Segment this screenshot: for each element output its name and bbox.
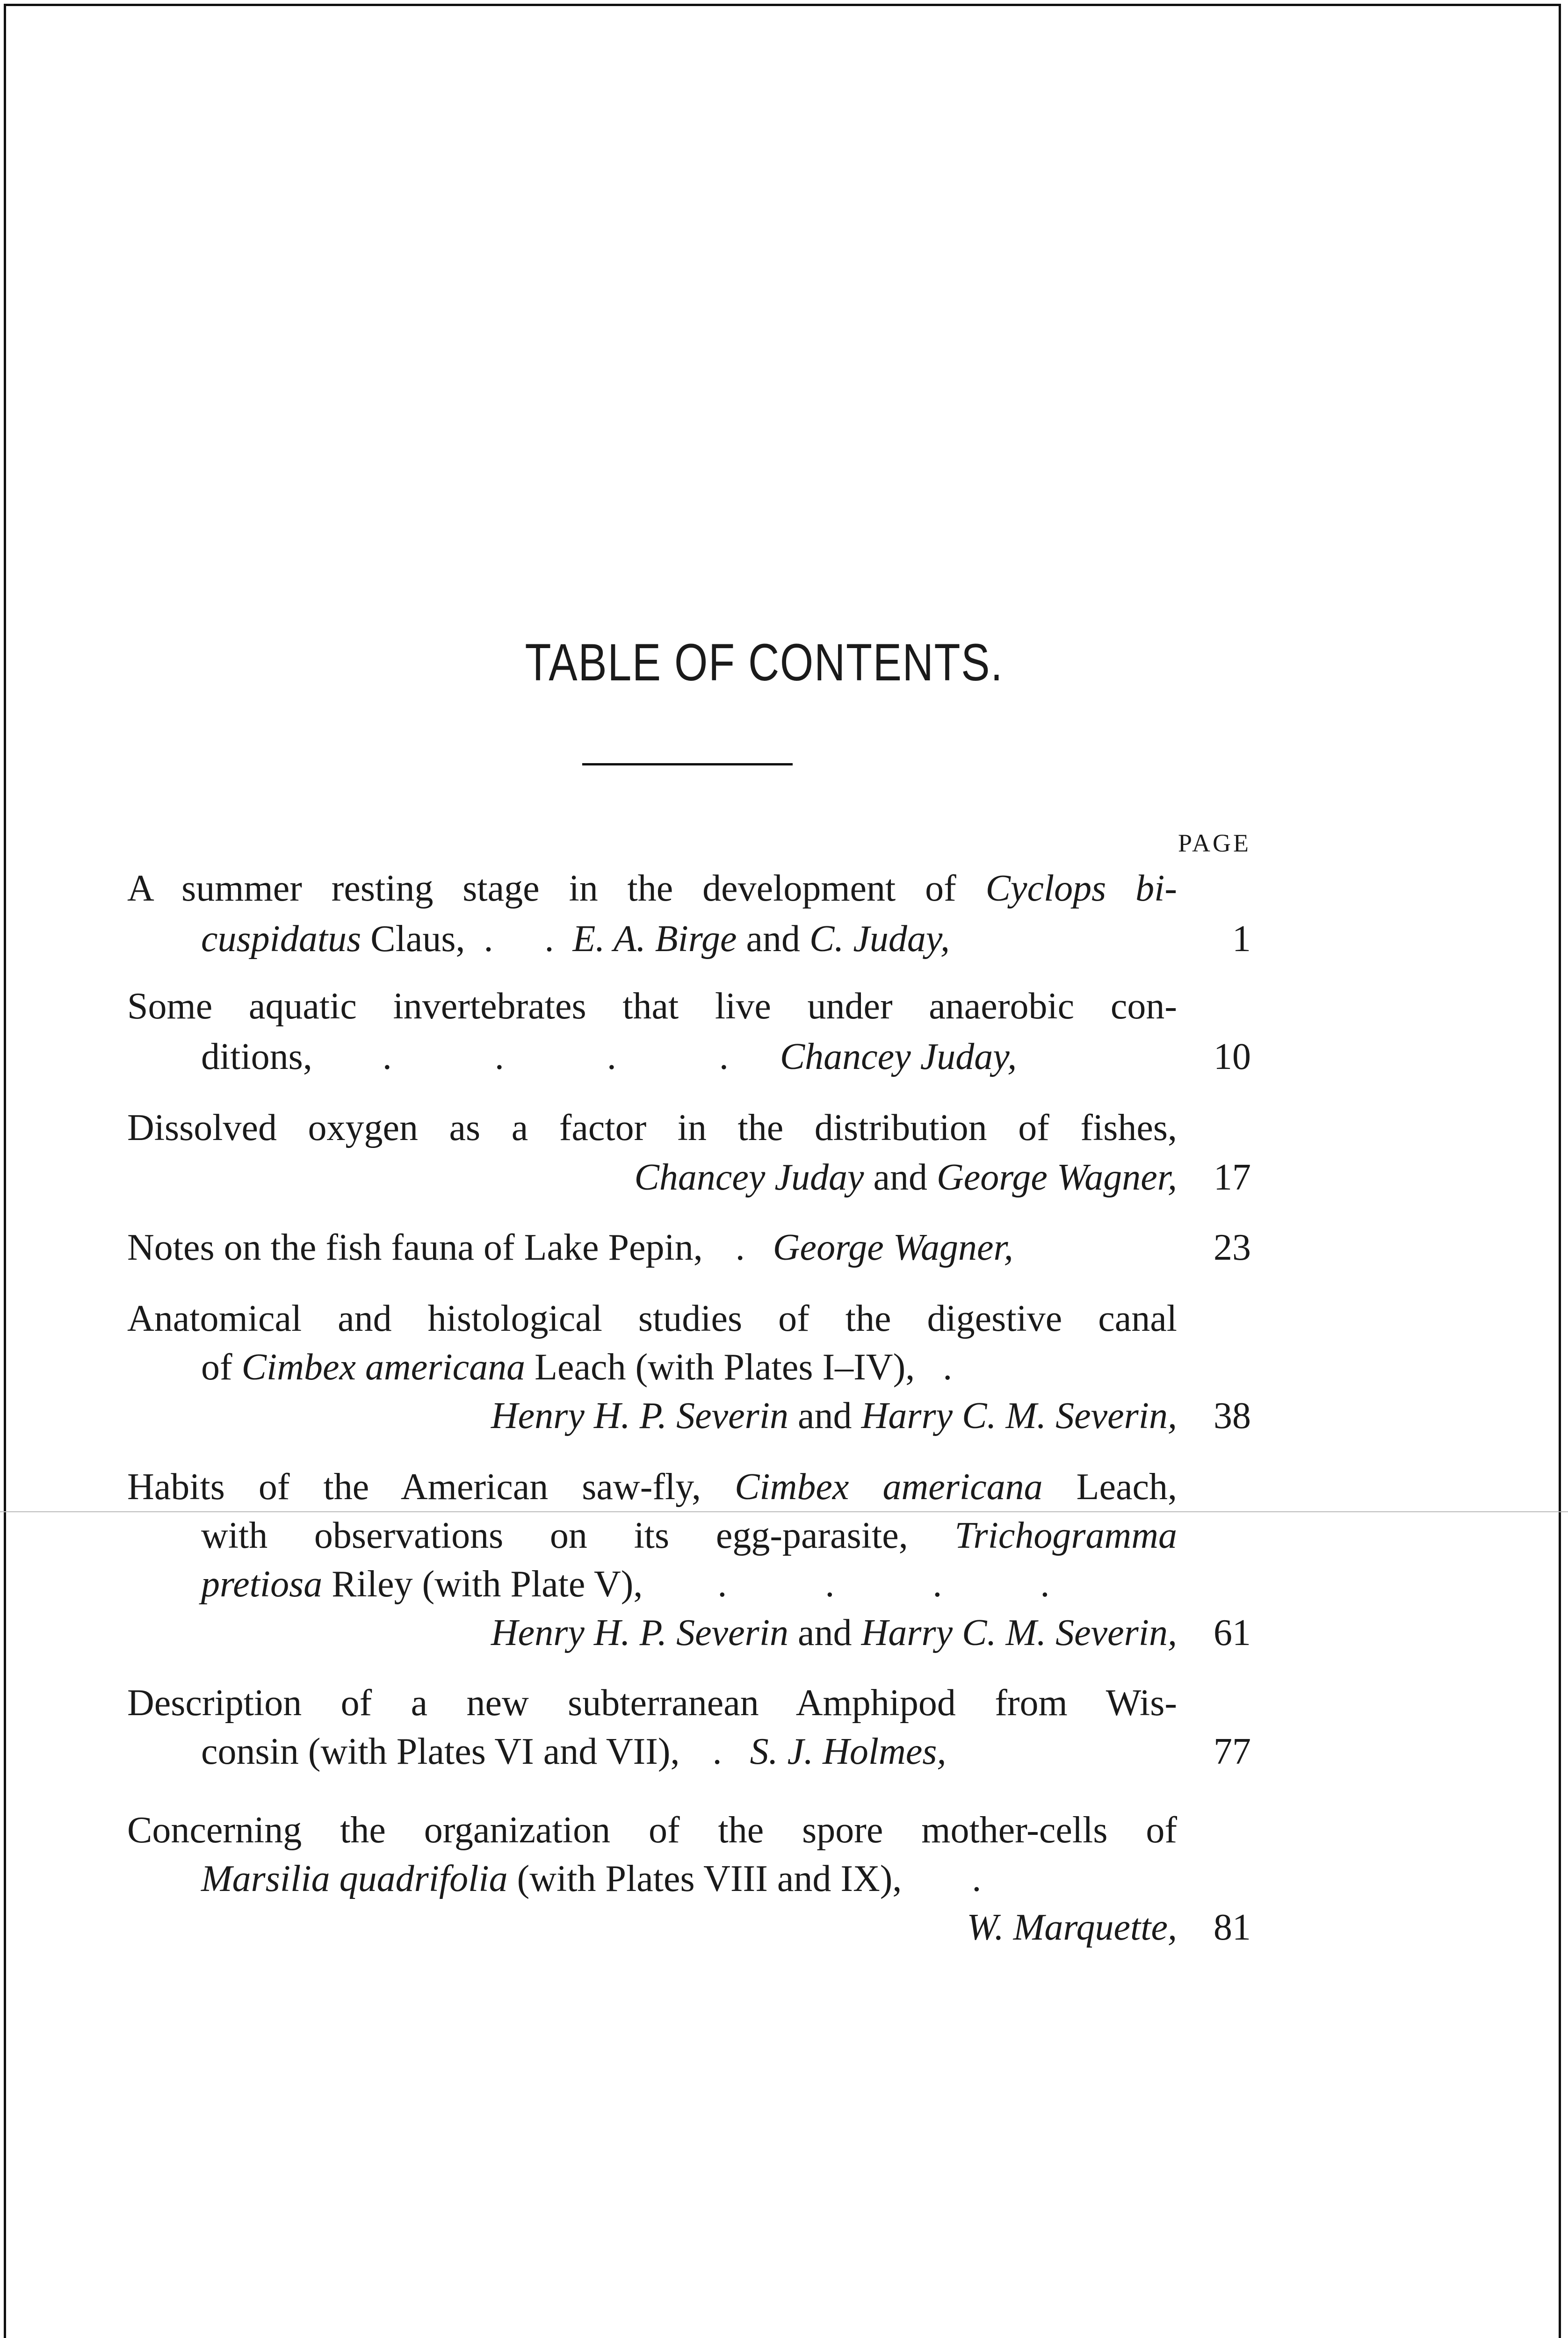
- toc-entry-6-page: 61: [1214, 1612, 1251, 1653]
- toc-entry-5-line-1: Anatomical and histological studies of the digestive canal: [127, 1298, 1177, 1339]
- toc-entry-1-line-1: A summer resting stage in the development of Cyclops bi-: [127, 868, 1177, 909]
- toc-entry-2-page: 10: [1214, 1036, 1251, 1077]
- toc-entry-4-line-1: Notes on the fish fauna of Lake Pepin, . George Wagner,: [127, 1227, 1013, 1268]
- toc-entry-3-line-1: Dissolved oxygen as a factor in the distribution of fishes,: [127, 1107, 1177, 1148]
- toc-entry-3-page: 17: [1214, 1157, 1251, 1198]
- toc-entry-6-line-2: with observations on its egg-parasite, Trichogramma: [201, 1515, 1177, 1556]
- toc-entry-6-line-4: Henry H. P. Severin and Harry C. M. Severin,: [491, 1612, 1177, 1653]
- toc-entry-8-line-2: Marsilia quadrifolia (with Plates VIII and IX), .: [201, 1858, 982, 1899]
- page-column-header: PAGE: [1178, 829, 1251, 857]
- toc-entry-5-line-2: of Cimbex americana Leach (with Plates I–IV), .: [201, 1347, 953, 1388]
- toc-entry-8-page: 81: [1214, 1907, 1251, 1948]
- toc-entry-8-line-3: W. Marquette,: [967, 1907, 1177, 1948]
- toc-entry-7-page: 77: [1214, 1731, 1251, 1772]
- toc-entry-6-line-1: Habits of the American saw-fly, Cimbex americana Leach,: [127, 1466, 1178, 1508]
- toc-entry-8-line-1: Concerning the organization of the spore mother-cells of: [127, 1810, 1177, 1851]
- page-title: TABLE OF CONTENTS.: [525, 633, 1004, 692]
- toc-entry-2-line-2: ditions, . . . . Chancey Juday,: [201, 1036, 1017, 1077]
- toc-entry-4-page: 23: [1214, 1227, 1251, 1268]
- toc-entry-7-line-1: Description of a new subterranean Amphipod from Wis-: [127, 1682, 1177, 1724]
- toc-entry-5-page: 38: [1214, 1395, 1251, 1436]
- title-rule: [582, 763, 793, 765]
- toc-entry-2-line-1: Some aquatic invertebrates that live under anaerobic con-: [127, 986, 1177, 1027]
- toc-entry-7-line-2: consin (with Plates VI and VII), . S. J. Holmes,: [201, 1731, 947, 1772]
- toc-entry-3-line-2: Chancey Juday and George Wagner,: [634, 1157, 1177, 1198]
- toc-entry-1-line-2: cuspidatus Claus, . . E. A. Birge and C. Juday,: [201, 918, 950, 960]
- toc-entry-1-page: 1: [1232, 918, 1251, 960]
- toc-entry-6-line-3: pretiosa Riley (with Plate V), . . . .: [201, 1564, 1050, 1605]
- toc-entry-5-line-3: Henry H. P. Severin and Harry C. M. Severin,: [491, 1395, 1177, 1436]
